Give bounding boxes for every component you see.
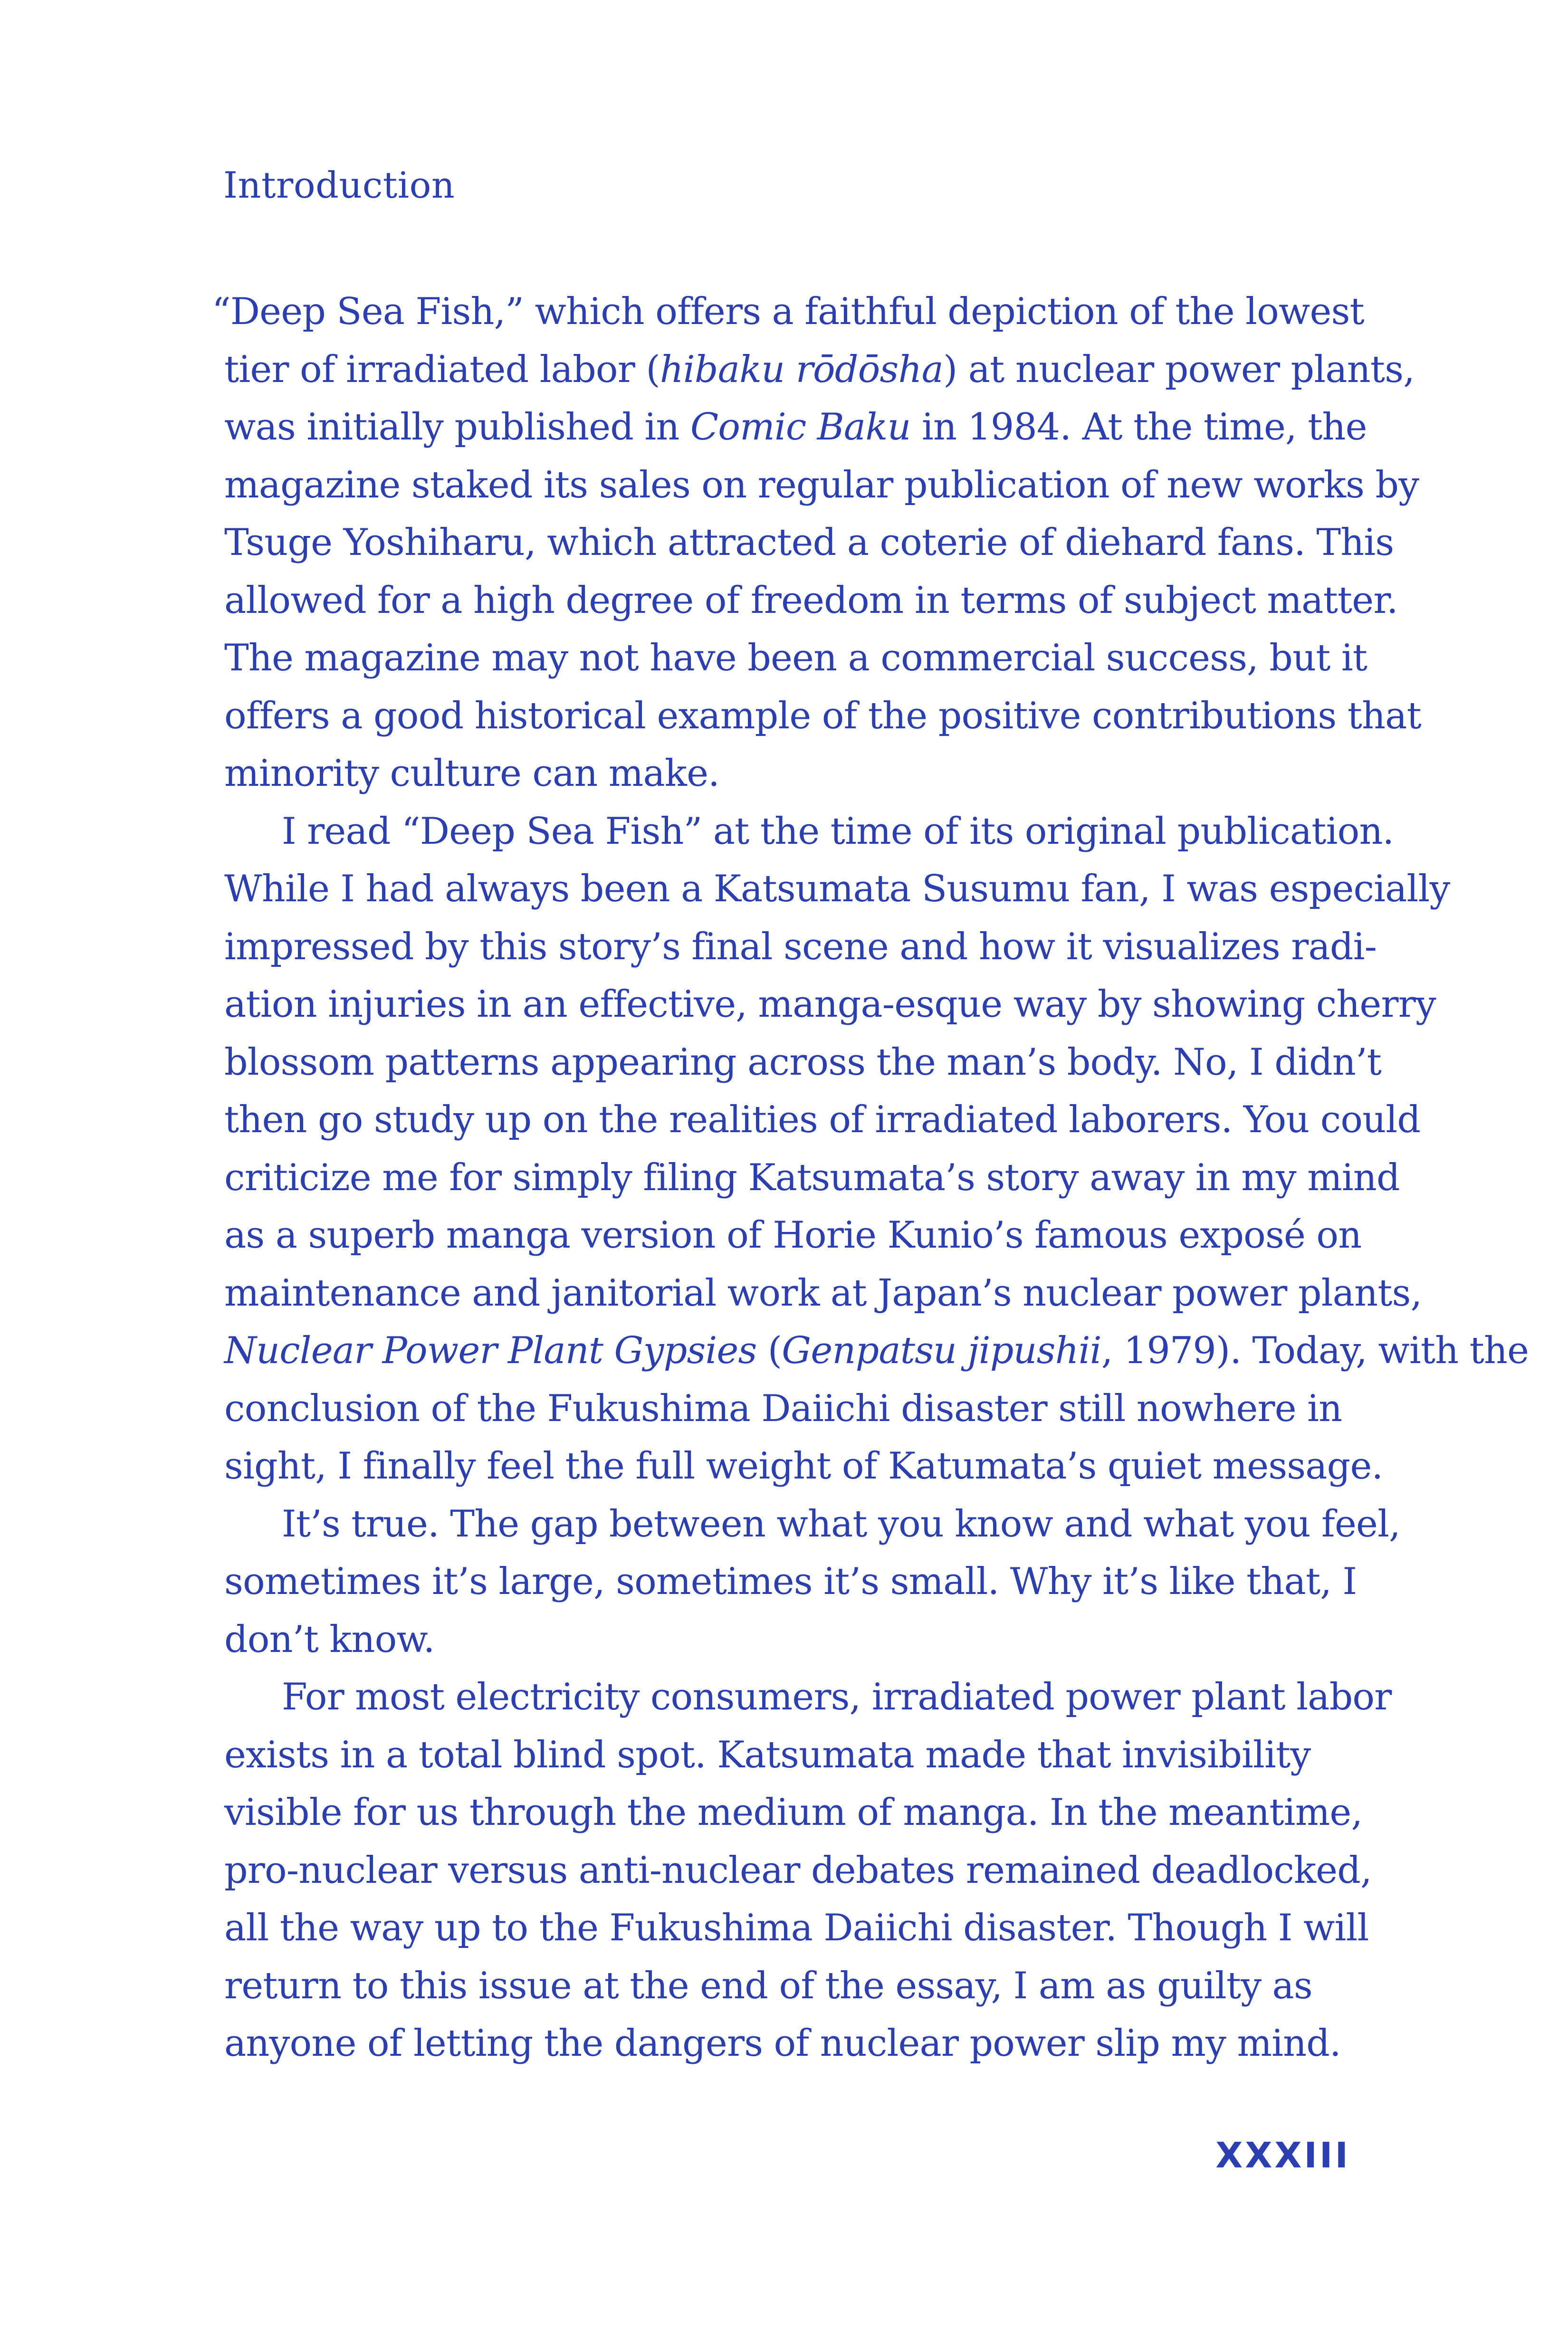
text-line <box>224 803 1394 861</box>
text-line <box>224 341 1415 399</box>
text-line <box>212 283 1364 341</box>
text-line <box>224 1322 1529 1380</box>
text-run: While I had always been a Katsumata Susumu fan, I was especially <box>224 868 1450 910</box>
paragraph <box>224 803 1529 1496</box>
text-run: don’t know. <box>224 1618 435 1661</box>
text-line <box>224 399 1367 457</box>
text-line <box>224 1380 1355 1438</box>
text-run: was initially published in <box>224 406 690 448</box>
page-number: XXXIII <box>1215 2135 1350 2176</box>
text-run: ation injuries in an effective, manga-esque way by showing cherry <box>224 983 1436 1026</box>
text-run: pro-nuclear versus anti-nuclear debates remained deadlocked, <box>224 1849 1372 1892</box>
section-title: Introduction <box>223 164 455 206</box>
text-run: visible for us through the medium of manga. In the meantime, <box>224 1791 1363 1834</box>
paragraph <box>224 1669 1392 2073</box>
text-line <box>224 1034 1382 1092</box>
text-run: It’s true. The gap between what you know and what you feel, <box>282 1502 1400 1546</box>
text-run: impressed by this story’s final scene and how it visualizes radi- <box>224 925 1377 968</box>
italic-title: hibaku rōdōsha <box>660 348 943 391</box>
italic-title: Comic Baku <box>690 406 911 448</box>
text-run: ( <box>756 1329 782 1372</box>
text-run: blossom patterns appearing across the man’s body. No, I didn’t <box>224 1040 1382 1084</box>
text-line <box>224 2015 1355 2073</box>
text-run: minority culture can make. <box>224 752 719 795</box>
text-line <box>224 1957 1355 2015</box>
text-line <box>224 457 1419 515</box>
text-run: , 1979). Today, with the <box>1101 1329 1529 1372</box>
text-line <box>224 630 1367 687</box>
text-line <box>224 572 1398 630</box>
text-line <box>224 1438 1383 1496</box>
text-run: ) at nuclear power plants, <box>943 348 1415 391</box>
text-run: in 1984. At the time, the <box>910 406 1367 448</box>
text-run: For most electricity consumers, irradiated power plant labor <box>282 1676 1392 1718</box>
text-run: “Deep Sea Fish,” which offers a faithful depiction of the lowest <box>212 290 1364 333</box>
text-run: as a superb manga version of Horie Kunio’s famous exposé on <box>224 1214 1362 1257</box>
text-run: tier of irradiated labor ( <box>224 348 660 391</box>
text-run: The magazine may not have been a commercial success, but it <box>224 637 1367 679</box>
text-line <box>224 1149 1400 1207</box>
text-line <box>224 1091 1421 1149</box>
body-text <box>212 283 1529 2073</box>
text-run: conclusion of the Fukushima Daiichi disaster still nowhere in <box>224 1387 1342 1430</box>
text-line <box>224 1265 1422 1323</box>
text-run: all the way up to the Fukushima Daiichi disaster. Though I will <box>224 1907 1369 1949</box>
text-line <box>224 1784 1363 1842</box>
text-run: exists in a total blind spot. Katsumata made that invisibility <box>224 1733 1311 1776</box>
text-run: then go study up on the realities of irradiated laborers. You could <box>224 1098 1421 1141</box>
text-run: magazine staked its sales on regular publication of new works by <box>224 463 1419 506</box>
text-line <box>224 745 1355 803</box>
text-run: return to this issue at the end of the essay, I am as guilty as <box>224 1964 1312 2007</box>
text-line <box>224 514 1394 572</box>
text-run: offers a good historical example of the positive contributions that <box>224 694 1421 737</box>
italic-title: Nuclear Power Plant Gypsies <box>224 1329 757 1372</box>
text-line <box>224 1727 1355 1784</box>
text-run: sight, I finally feel the full weight of Katumata’s quiet message. <box>224 1445 1383 1488</box>
text-run: criticize me for simply filing Katsumata’s story away in my mind <box>224 1156 1400 1199</box>
text-line <box>224 860 1450 918</box>
text-run: Tsuge Yoshiharu, which attracted a coterie of diehard fans. This <box>224 521 1394 564</box>
text-run: maintenance and janitorial work at Japan’s nuclear power plants, <box>224 1271 1422 1315</box>
text-line <box>224 1899 1369 1957</box>
text-run: I read “Deep Sea Fish” at the time of its original publication. <box>282 810 1394 853</box>
text-line <box>224 1496 1400 1554</box>
text-run: allowed for a high degree of freedom in terms of subject matter. <box>224 579 1398 622</box>
text-line <box>224 976 1436 1034</box>
text-line <box>224 1842 1372 1900</box>
paragraph <box>212 283 1421 803</box>
text-run: anyone of letting the dangers of nuclear power slip my mind. <box>224 2022 1341 2065</box>
paragraph <box>224 1496 1400 1669</box>
text-line <box>224 1207 1362 1265</box>
text-line <box>224 687 1421 745</box>
text-line <box>224 1669 1392 1727</box>
text-line <box>224 1553 1355 1611</box>
text-line <box>224 918 1377 976</box>
text-line <box>224 1611 1355 1669</box>
text-run: sometimes it’s large, sometimes it’s small. Why it’s like that, I <box>224 1560 1357 1603</box>
italic-title: Genpatsu jipushii <box>782 1329 1101 1372</box>
